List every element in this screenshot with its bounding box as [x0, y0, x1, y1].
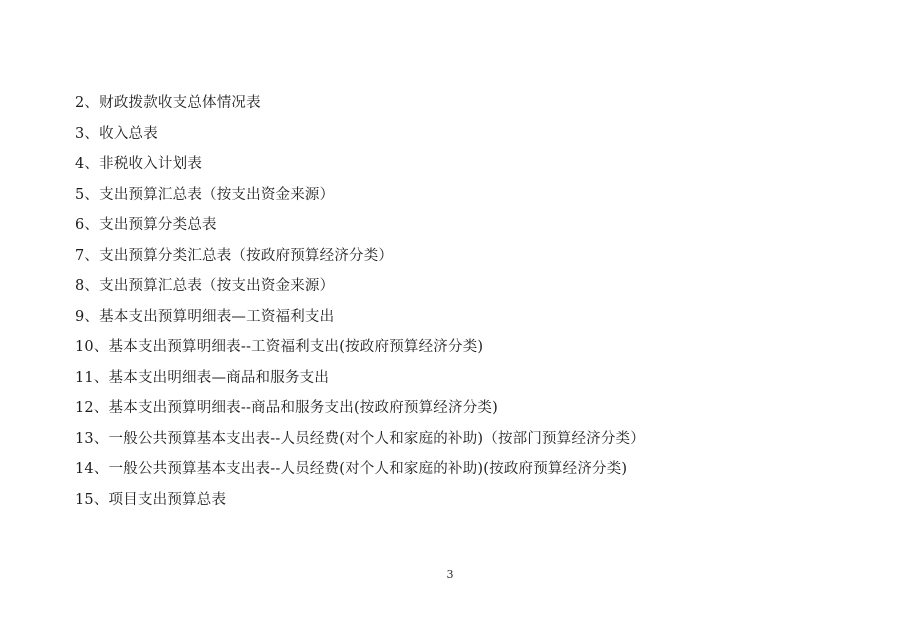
list-item: 11、基本支出明细表—商品和服务支出: [75, 369, 330, 386]
list-item: 3、收入总表: [75, 125, 158, 142]
list-item: 12、基本支出预算明细表--商品和服务支出(按政府预算经济分类): [75, 400, 498, 416]
list-item: 6、支出预算分类总表: [75, 217, 217, 233]
list-item: 9、基本支出预算明细表—工资福利支出: [75, 308, 335, 325]
list-item: 7、支出预算分类汇总表（按政府预算经济分类）: [75, 247, 394, 264]
list-item: 2、财政拨款收支总体情况表: [75, 95, 261, 111]
list-item: 5、支出预算汇总表（按支出资金来源）: [75, 186, 335, 203]
page-number: 3: [446, 568, 454, 581]
list-item: 14、一般公共预算基本支出表--人员经费(对个人和家庭的补助)(按政府预算经济分类): [75, 461, 628, 477]
list-item: 15、项目支出预算总表: [75, 491, 227, 508]
list-item: 13、一般公共预算基本支出表--人员经费(对个人和家庭的补助)（按部门预算经济分类）: [75, 430, 645, 447]
list-item: 4、非税收入计划表: [75, 156, 203, 172]
table-of-contents: [75, 96, 835, 523]
list-item: 10、基本支出预算明细表--工资福利支出(按政府预算经济分类): [75, 339, 484, 355]
list-item: 8、支出预算汇总表（按支出资金来源）: [75, 278, 335, 294]
